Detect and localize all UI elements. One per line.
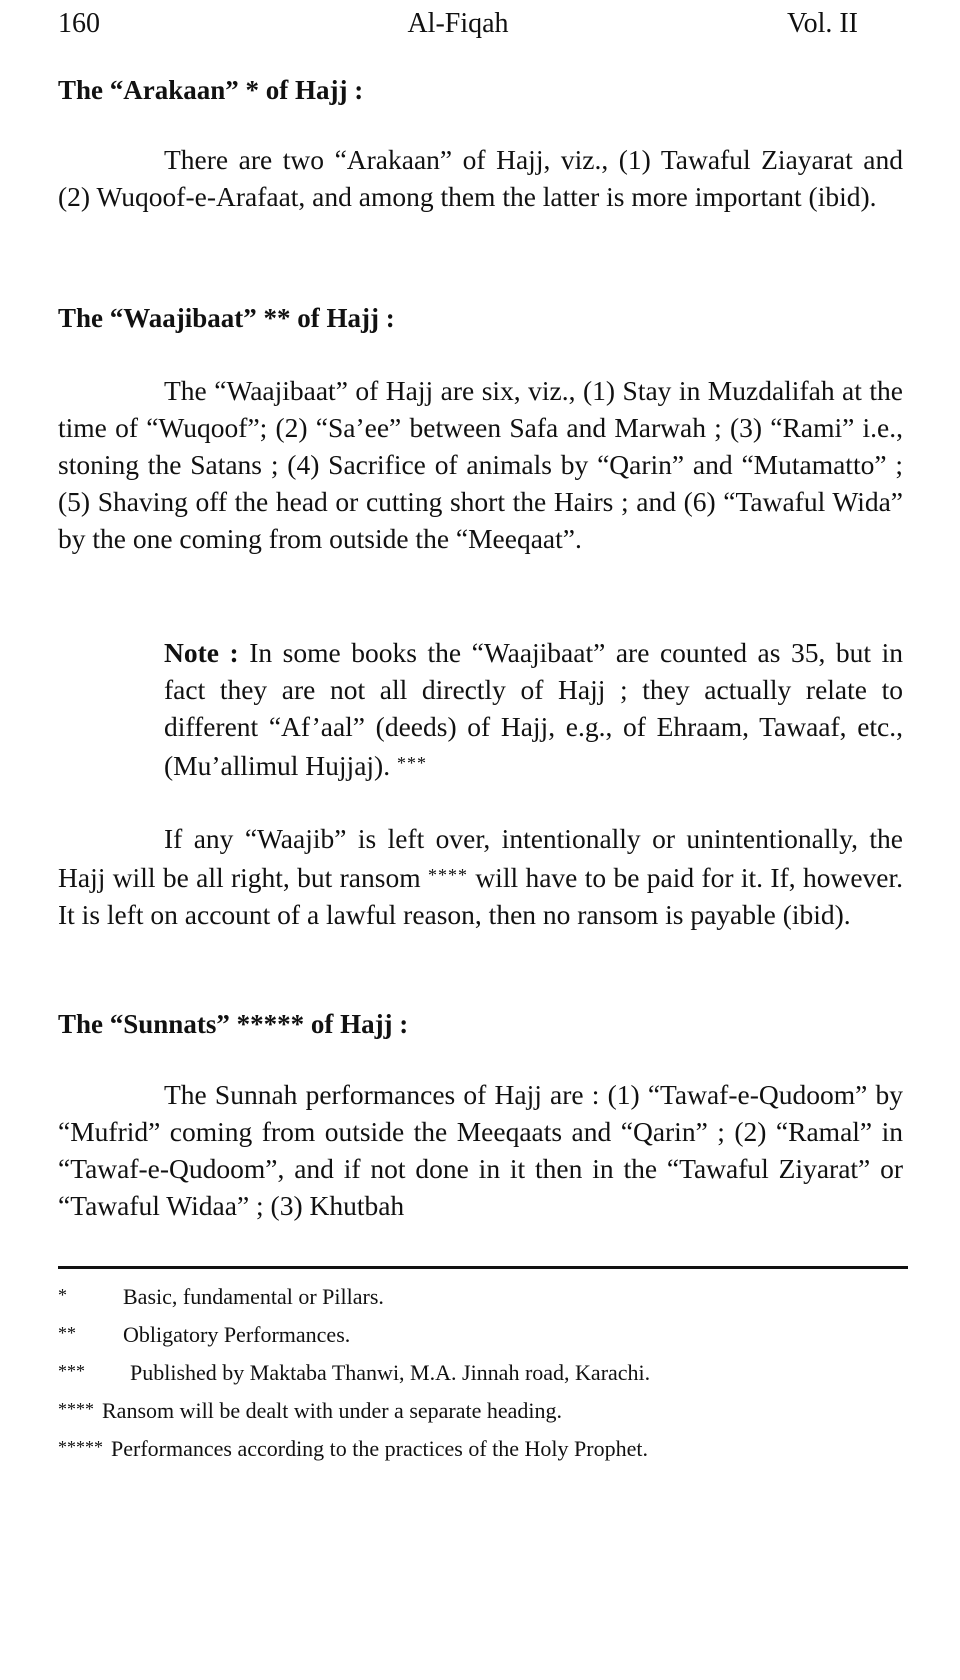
- running-head: [58, 4, 858, 44]
- footnote-mark: ****: [58, 1399, 94, 1419]
- footnote-mark: *****: [58, 1437, 103, 1457]
- waajibaat-heading: The “Waajibaat” ** of Hajj :: [58, 303, 395, 333]
- footnote-item: [58, 1315, 908, 1353]
- arakaan-paragraph: There are two “Arakaan” of Hajj, viz., (1) Tawaful Ziayarat and (2) Wuqoof-e-Arafaat, and among them the latter is more important (ibid).: [58, 144, 903, 212]
- ransom-text-end: will have to be paid for it. If, however. It is left on account of a lawful reason, then no ransom is payable (ibid).: [58, 862, 903, 930]
- footnote-text: Ransom will be dealt with under a separate heading.: [102, 1398, 563, 1423]
- note-footnote-mark: ***: [396, 753, 427, 773]
- footnote-divider: [58, 1266, 908, 1269]
- footnote-mark: **: [58, 1323, 76, 1343]
- arakaan-heading: The “Arakaan” * of Hajj :: [58, 75, 364, 105]
- footnote-item: [58, 1277, 908, 1315]
- waajibaat-paragraph: The “Waajibaat” of Hajj are six, viz., (1) Stay in Muzdalifah at the time of “Wuqoof”; (2) “Sa’ee” between Safa and Marwah ; (3) “Rami” i.e., stoning the Satans ; (4) Sacrifice of animals by “Qarin” and “Mutamatto” ; (5) Shaving off the head or cutting short the Hairs ; and (6) “Tawaful Wida” by the one coming from outside the “Meeqaat”.: [58, 375, 903, 554]
- footnote-mark: *: [58, 1285, 67, 1305]
- footnote-text: Performances according to the practices of the Holy Prophet.: [111, 1436, 648, 1461]
- ransom-text-start: If any “Waajib” is left over, intentionally or unintentionally, the Hajj will be all right, but ransom: [58, 823, 903, 893]
- page-number: 160: [58, 8, 100, 39]
- waajibaat-note: [164, 634, 903, 784]
- sunnats-paragraph: The Sunnah performances of Hajj are : (1) “Tawaf-e-Qudoom” by “Mufrid” coming from outside the Meeqaats and “Qarin” ; (2) “Ramal” in “Tawaf-e-Qudoom”, and if not done in it then in the “Tawaful Ziyarat” or “Tawaful Widaa” ; (3) Khutbah: [58, 1079, 903, 1221]
- footnote-item: [58, 1353, 908, 1391]
- footnote-text: Basic, fundamental or Pillars.: [123, 1284, 384, 1309]
- footnote-item: [58, 1391, 908, 1429]
- ransom-paragraph: [58, 820, 903, 933]
- footnote-item: [58, 1429, 908, 1467]
- footnote-text: Obligatory Performances.: [123, 1322, 351, 1347]
- footnotes: [58, 1277, 908, 1467]
- sunnats-heading: The “Sunnats” ***** of Hajj :: [58, 1009, 409, 1039]
- volume-label: Vol. II: [786, 8, 858, 39]
- ransom-footnote-mark: ****: [427, 865, 468, 885]
- footnote-mark: ***: [58, 1361, 85, 1381]
- book-title: Al-Fiqah: [407, 8, 509, 39]
- footnote-text: Published by Maktaba Thanwi, M.A. Jinnah road, Karachi.: [130, 1360, 651, 1385]
- note-text: In some books the “Waajibaat” are counted as 35, but in fact they are not all directly of Hajj ; they actually relate to different “Af’aal” (deeds) of Hajj, e.g., of Ehraam, Tawaaf, etc., (Mu’allimul Hujjaj).: [164, 637, 903, 781]
- note-label: Note :: [164, 637, 239, 668]
